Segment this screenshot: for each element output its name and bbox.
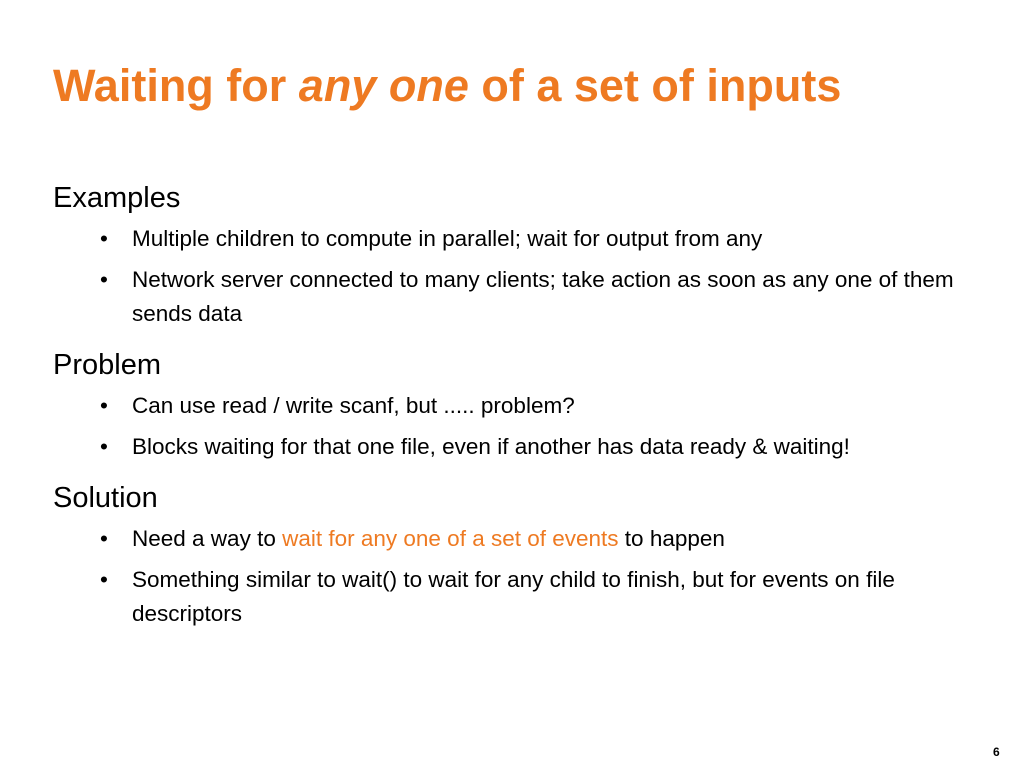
- slide-content: [53, 178, 983, 645]
- bullet-list: [53, 389, 983, 464]
- page-number: 6: [993, 745, 1000, 759]
- section-examples: [53, 178, 983, 331]
- bullet-icon: •: [100, 226, 108, 251]
- section-solution: [53, 478, 983, 631]
- highlighted-phrase: wait for any one of a set of events: [282, 526, 619, 551]
- slide-title: [53, 58, 841, 114]
- bullet-text: Something similar to wait() to wait for any child to finish, but for events on file descriptors: [132, 567, 895, 626]
- bullet-text-before: Need a way to: [132, 526, 283, 551]
- bullet-item: [100, 389, 983, 423]
- bullet-item: [100, 430, 983, 464]
- bullet-item: [100, 222, 983, 256]
- bullet-icon: •: [100, 393, 108, 418]
- section-heading: Problem: [53, 349, 161, 381]
- section-heading: Examples: [53, 182, 181, 214]
- bullet-item: [100, 522, 983, 556]
- bullet-text: Can use read / write scanf, but ..... problem?: [132, 393, 575, 418]
- bullet-list: [53, 222, 983, 331]
- bullet-icon: •: [100, 526, 108, 551]
- title-prefix: Waiting for: [53, 60, 299, 111]
- bullet-icon: •: [100, 434, 108, 459]
- bullet-text: Network server connected to many clients; take action as soon as any one of them sends data: [132, 267, 954, 326]
- section-problem: [53, 345, 983, 464]
- title-emphasis: any one: [298, 60, 469, 111]
- bullet-item: [100, 563, 983, 631]
- bullet-icon: •: [100, 267, 108, 292]
- bullet-item: [100, 263, 983, 331]
- bullet-text-after: to happen: [618, 526, 725, 551]
- section-heading: Solution: [53, 482, 158, 514]
- bullet-icon: •: [100, 567, 108, 592]
- bullet-text: Multiple children to compute in parallel; wait for output from any: [132, 226, 763, 251]
- bullet-list: [53, 522, 983, 631]
- bullet-text: Blocks waiting for that one file, even if another has data ready & waiting!: [132, 434, 850, 459]
- title-suffix: of a set of inputs: [468, 60, 842, 111]
